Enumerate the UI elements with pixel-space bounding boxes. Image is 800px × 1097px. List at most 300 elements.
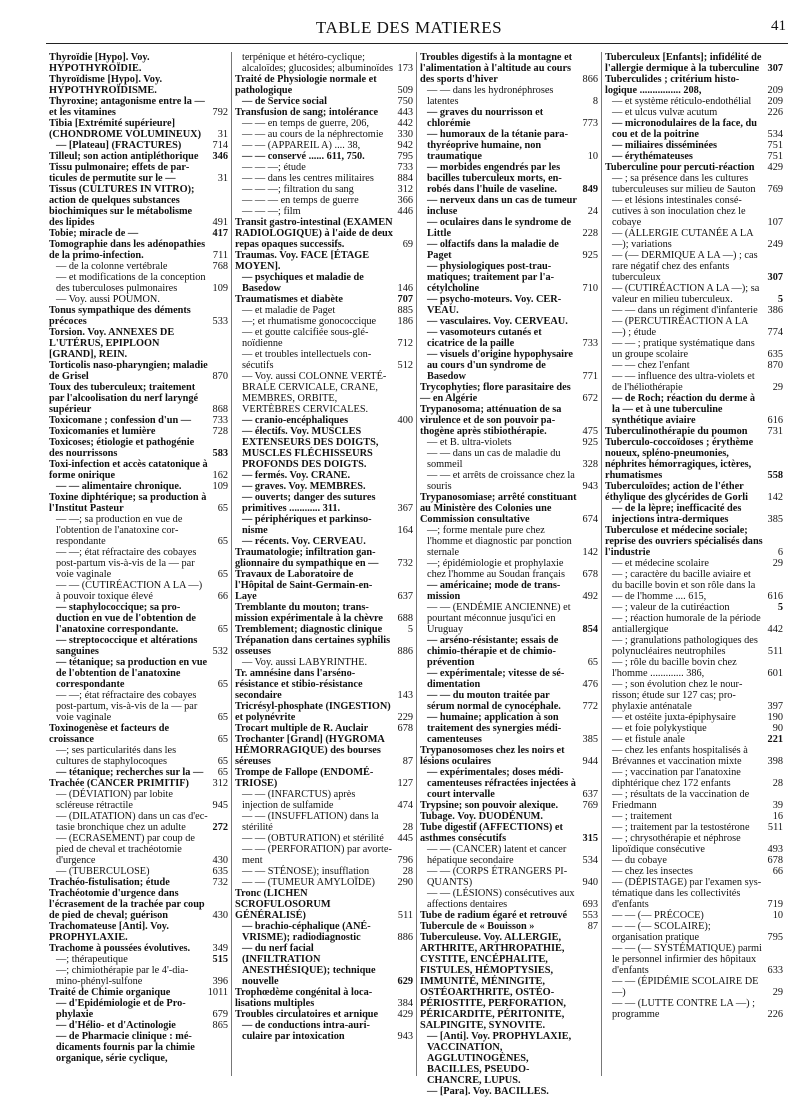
index-entry-page: 533	[212, 316, 228, 327]
index-entry	[420, 712, 598, 745]
index-entry	[235, 987, 413, 1009]
index-entry	[420, 635, 598, 668]
index-entry-text: — — —; filtration du sang	[242, 184, 354, 195]
index-entry-page: 312	[212, 778, 228, 789]
index-entry-text: Traumatologie; infiltration ganglionnaire du sympathique en —	[235, 547, 379, 569]
index-entry-text: — — conservé ...... 611, 750.	[242, 151, 365, 162]
index-entry-page: 164	[397, 525, 413, 536]
index-entry-page: 511	[397, 910, 413, 921]
index-entry	[235, 129, 413, 140]
index-entry-page: 774	[767, 327, 783, 338]
index-entry	[420, 382, 598, 404]
index-entry	[605, 228, 783, 250]
index-entry	[235, 481, 413, 492]
index-entry	[235, 514, 413, 536]
index-entry-text: Troubles circulatoires et arnique	[235, 1009, 379, 1020]
index-entry-text: — — et arrêts de croissance chez la souris	[427, 470, 575, 492]
index-entry-page: 107	[767, 217, 783, 228]
index-entry-page: 728	[212, 426, 228, 437]
index-entry-text: Tricrésyl-phosphate (INGESTION) et polynévrite	[235, 701, 391, 723]
index-entry	[420, 811, 598, 822]
index-column-3	[416, 52, 601, 1097]
index-entry	[49, 778, 228, 789]
index-entry-text: — — —; étude	[242, 162, 306, 173]
index-entry-page: 940	[582, 877, 598, 888]
index-entry	[605, 569, 783, 602]
index-entry-page: 868	[212, 404, 228, 415]
index-entry-text: Traité de Physiologie normale et pathologique	[235, 74, 377, 96]
index-entry-page: 5	[777, 294, 783, 305]
index-entry-page: 693	[582, 899, 598, 910]
index-entry	[49, 789, 228, 811]
index-entry	[605, 437, 783, 481]
index-entry	[605, 151, 783, 162]
index-entry-page: 31	[217, 129, 228, 140]
index-entry-page: 142	[582, 547, 598, 558]
index-entry	[49, 327, 228, 360]
index-entry	[235, 811, 413, 833]
index-entry-page: 733	[582, 338, 598, 349]
index-entry-text: — (TUBERCULOSE)	[56, 866, 150, 877]
index-entry	[49, 492, 228, 514]
index-entry-text: — — STÉNOSE); insufflation	[242, 866, 370, 877]
index-entry	[235, 888, 413, 921]
index-entry	[49, 239, 228, 261]
index-entry	[605, 910, 783, 921]
index-entry-page: 417	[212, 228, 228, 239]
index-entry-text: — et maladie de Paget	[242, 305, 336, 316]
index-entry-text: — — (— SYSTÉMATIQUE) parmi le personnel infirmier des hôpitaux d'enfants	[612, 943, 762, 976]
index-entry	[49, 162, 228, 184]
index-entry	[420, 470, 598, 492]
index-entry	[49, 272, 228, 294]
index-entry-text: — (CUTIRÉACTION A LA —); sa valeur en milieu tuberculeux.	[612, 283, 760, 305]
index-entry-text: — micronodulaires de la face, du cou et de la poitrine	[612, 118, 757, 140]
index-entry-page: 87	[402, 756, 413, 767]
index-entry	[49, 437, 228, 459]
index-entry-text: — (ECRASEMENT) par coup de pied de cheval et trachéotomie d'urgence	[56, 833, 195, 866]
index-entry	[605, 602, 783, 613]
index-entry	[235, 844, 413, 866]
index-entry-text: — — dans un régiment d'infanterie	[612, 305, 758, 316]
index-entry-page: 679	[212, 1009, 228, 1020]
index-entry-text: — graves du nourrisson et chlorémie	[427, 107, 544, 129]
index-entry	[605, 393, 783, 426]
index-entry	[49, 998, 228, 1020]
index-entry-page: 10	[772, 910, 783, 921]
index-entry-text: — fermés. Voy. CRANE.	[242, 470, 351, 481]
index-entry	[235, 327, 413, 349]
index-entry-page: 349	[212, 943, 228, 954]
index-entry-page: 719	[767, 899, 783, 910]
index-entry-page: 430	[212, 910, 228, 921]
index-entry-page: 491	[212, 217, 228, 228]
index-entry-text: — ; valeur de la cutiréaction	[612, 602, 730, 613]
index-entry-page: 711	[212, 250, 228, 261]
index-entry-page: 553	[582, 910, 598, 921]
index-entry-text: — (DÉVIATION) par lobite scléreuse rétractile	[56, 789, 173, 811]
index-entry	[605, 316, 783, 338]
index-entry-page: 367	[397, 503, 413, 514]
index-entry-page: 445	[397, 833, 413, 844]
index-entry-page: 127	[397, 778, 413, 789]
index-entry-page: 616	[767, 415, 783, 426]
index-entry-page: 190	[767, 712, 783, 723]
index-entry	[235, 1009, 413, 1020]
index-entry	[49, 261, 228, 272]
index-entry-text: — expérimentale; vitesse de sédimentation	[427, 668, 565, 690]
index-entry-page: 509	[397, 85, 413, 96]
index-entry-text: — récents. Voy. CERVEAU.	[242, 536, 366, 547]
index-entry-text: — — (LUTTE CONTRE LA —) ; programme	[612, 998, 755, 1020]
index-entry	[605, 657, 783, 679]
index-entry	[49, 1020, 228, 1031]
index-entry-text: Tube de radium égaré et retrouvé	[420, 910, 568, 921]
index-entry-text: — —; état réfractaire des cobayes post-partum vis-à-vis de la — par voie vaginale	[56, 547, 197, 580]
index-entry	[49, 877, 228, 888]
index-entry-page: 558	[767, 470, 783, 481]
index-entry	[49, 888, 228, 921]
index-entry-page: 228	[582, 228, 598, 239]
index-entry-page: 65	[217, 624, 228, 635]
index-entry	[605, 943, 783, 976]
index-entry-page: 512	[397, 360, 413, 371]
index-entry	[235, 206, 413, 217]
index-entry	[235, 349, 413, 371]
index-entry-text: — périphériques et parkinsonisme	[242, 514, 372, 536]
index-entry-text: — du nerf facial (INFILTRATION ANESTHÉSIQUE); technique nouvelle	[242, 943, 376, 987]
index-entry-text: — et modifications de la conception des tuberculoses pulmonaires	[56, 272, 206, 294]
index-entry-text: — de Pharmacie clinique : médicaments fournis par la chimie organique, série cyclique,	[56, 1031, 195, 1064]
index-entry-text: — ; rôle du bacille bovin chez l'homme ............. 386,	[612, 657, 737, 679]
index-entry	[605, 712, 783, 723]
index-entry-text: Tuberculeuse. Voy. ALLERGIE, ARTHRITE, ARTHROPATHIE, CYSTITE, ENCÉPHALITE, FISTULES, HÉMOPTYSIES, IMMUNITÉ, MÉNINGITE, OSTÉOARTHRITE, OSTÉOPÉRIOSTITE, PERFORATION, PÉRICARDITE, PÉRITONITE, SALPINGITE, SYNOVITE.	[420, 932, 566, 1031]
index-entry	[235, 657, 413, 668]
index-entry-page: 925	[582, 437, 598, 448]
index-entry-text: — — (INFARCTUS) après injection de sulfamide	[242, 789, 356, 811]
index-entry-text: — [Para]. Voy. BACILLES.	[427, 1086, 549, 1097]
index-entry-page: 796	[397, 855, 413, 866]
index-column-1	[46, 52, 231, 1076]
index-entry	[235, 1020, 413, 1042]
index-entry	[420, 1086, 598, 1097]
index-entry-page: 678	[582, 569, 598, 580]
index-entry-text: — — —; film	[242, 206, 301, 217]
index-entry-text: — et ostéite juxta-épiphysaire	[612, 712, 736, 723]
index-entry	[605, 96, 783, 107]
index-entry	[235, 415, 413, 426]
index-entry-text: — arséno-résistante; essais de chimio-thérapie et de chimioprévention	[427, 635, 559, 668]
index-entry-text: — staphylococcique; sa production en vue de l'obtention de l'anatoxine correspondante.	[56, 602, 196, 635]
index-entry	[49, 811, 228, 833]
index-entry	[605, 811, 783, 822]
index-entry-page: 272	[212, 822, 228, 833]
index-entry-text: Tuberculine pour percuti-réaction	[605, 162, 755, 173]
index-entry-text: — morbides engendrés par les bacilles tuberculeux morts, enrobés dans l'huile de vaseline.	[427, 162, 562, 195]
index-entry-page: 229	[397, 712, 413, 723]
index-entry-text: — — ; pratique systématique dans un groupe scolaire	[612, 338, 755, 360]
index-entry	[420, 844, 598, 866]
index-entry	[235, 173, 413, 184]
index-entry-page: 476	[582, 679, 598, 690]
index-entry-text: — oculaires dans le syndrome de Little	[427, 217, 572, 239]
index-entry	[420, 822, 598, 844]
index-entry	[49, 921, 228, 943]
index-entry-page: 885	[397, 305, 413, 316]
index-entry	[605, 525, 783, 558]
index-entry	[605, 173, 783, 195]
index-entry-text: — tétanique; recherches sur la —	[56, 767, 204, 778]
index-entry	[235, 833, 413, 844]
index-entry-page: 635	[767, 349, 783, 360]
index-entry-page: 90	[772, 723, 783, 734]
index-entry-text: — cranio-encéphaliques	[242, 415, 349, 426]
index-entry	[605, 140, 783, 151]
index-entry-text: Travaux de Laboratoire de l'Hôpital de Saint-Germain-en-Laye	[235, 569, 373, 602]
index-entry	[420, 492, 598, 525]
index-entry-page: 633	[767, 965, 783, 976]
index-entry	[49, 987, 228, 998]
index-entry-text: — — en temps de guerre, 206,	[242, 118, 369, 129]
index-entry-page: 65	[217, 767, 228, 778]
index-entry-text: — ; réaction humorale de la période antiallergique	[612, 613, 761, 635]
index-entry	[235, 569, 413, 602]
index-entry-page: 492	[582, 591, 598, 602]
index-entry	[49, 767, 228, 778]
index-entry	[235, 151, 413, 162]
index-entry-page: 534	[582, 855, 598, 866]
index-entry-text: — chez les insectes	[612, 866, 693, 877]
index-entry	[49, 954, 228, 965]
index-entry-text: — (— DERMIQUE A LA —) ; cas rare négatif chez des enfants tuberculeux	[612, 250, 758, 283]
index-entry	[235, 184, 413, 195]
index-entry	[420, 85, 598, 107]
index-entry-text: — —; sa production en vue de l'obtention de l'anatoxine correspondante	[56, 514, 183, 547]
index-entry-page: 792	[212, 107, 228, 118]
index-entry-page: 750	[397, 96, 413, 107]
index-entry-text: — électifs. Voy. MUSCLES EXTENSEURS DES DOIGTS, MUSCLES FLÉCHISSEURS PROFONDS DES DOIGTS.	[242, 426, 379, 470]
index-entry-text: — humoraux de la tétanie parathyréoprive humaine, non traumatique	[427, 129, 569, 162]
index-entry-page: 366	[397, 195, 413, 206]
index-entry-text: —; chimiothérapie par le 4'-diamino-phényl-sulfone	[56, 965, 189, 987]
index-entry-text: — miliaires disséminées	[612, 140, 718, 151]
index-entry-page: 714	[212, 140, 228, 151]
index-entry-page: 771	[582, 371, 598, 382]
index-entry-page: 866	[582, 74, 598, 85]
index-entry	[420, 921, 598, 932]
index-entry-page: 39	[772, 800, 783, 811]
index-entry	[49, 151, 228, 162]
index-entry-text: — expérimentales; doses médicamenteuses réfractées injectées à court intervalle	[427, 767, 576, 800]
index-entry	[49, 118, 228, 140]
index-entry-page: 515	[212, 954, 228, 965]
index-entry-page: 29	[772, 382, 783, 393]
index-entry	[605, 162, 783, 173]
index-entry-text: Torticolis naso-pharyngien; maladie de Grisel	[49, 360, 208, 382]
index-entry-text: — ; vaccination par l'anatoxine diphtérique chez 172 enfants	[612, 767, 741, 789]
index-entry	[235, 217, 413, 250]
index-entry-page: 635	[212, 866, 228, 877]
index-entry	[49, 657, 228, 690]
index-entry-text: Tubercule de « Bouisson »	[420, 921, 535, 932]
index-entry	[235, 701, 413, 723]
index-entry	[49, 382, 228, 415]
index-entry-page: 688	[397, 613, 413, 624]
index-entry-page: 65	[217, 569, 228, 580]
index-entry-text: — américaine; mode de transmission	[427, 580, 561, 602]
index-entry-page: 945	[212, 800, 228, 811]
index-entry-text: — ; sa présence dans les cultures tuberculeuses sur milieu de Sauton	[612, 173, 756, 195]
index-entry-text: — ; son évolution chez le nourrisson; étude sur 127 cas; prophylaxie anténatale	[612, 679, 743, 712]
index-entry-page: 5	[407, 624, 413, 635]
index-entry-page: 943	[582, 481, 598, 492]
index-entry-page: 430	[212, 855, 228, 866]
index-entry-page: 534	[767, 129, 783, 140]
index-entry-text: Toux des tuberculeux; traitement par l'alcoolisation du nerf laryngé supérieur	[49, 382, 199, 415]
index-entry	[420, 349, 598, 382]
index-entry	[420, 888, 598, 910]
index-entry-text: Tremblement; diagnostic clinique	[235, 624, 383, 635]
index-entry	[235, 877, 413, 888]
index-entry	[605, 635, 783, 657]
index-entry-text: — — dans un cas de maladie du sommeil	[427, 448, 561, 470]
index-entry-text: Transfusion de sang; intolérance	[235, 107, 379, 118]
index-entry	[235, 767, 413, 789]
index-entry-page: 678	[767, 855, 783, 866]
index-entry-page: 69	[402, 239, 413, 250]
index-entry-page: 10	[587, 151, 598, 162]
index-entry	[235, 943, 413, 987]
index-entry	[420, 580, 598, 602]
index-entry	[420, 327, 598, 349]
index-entry-page: 397	[767, 701, 783, 712]
index-entry-page: 346	[212, 151, 228, 162]
index-entry	[605, 723, 783, 734]
index-entry-text: Trachéo-fistulisation; étude	[49, 877, 170, 888]
index-entry	[605, 118, 783, 140]
index-entry	[420, 52, 598, 85]
index-entry-text: Traité de Chimie organique	[49, 987, 171, 998]
index-entry-text: Trycophyties; flore parasitaire des — en Algérie	[420, 382, 571, 404]
index-entry-text: — de la colonne vertébrale	[56, 261, 168, 272]
index-entry-text: Trachéotomie d'urgence dans l'écrasement de la trachée par coup de pied de cheval; guérison	[49, 888, 205, 921]
index-entry-text: — — (ÉPIDÉMIE SCOLAIRE DE —)	[612, 976, 759, 998]
index-entry	[235, 140, 413, 151]
index-entry-text: — ; granulations pathologiques des polynucléaires neutrophiles	[612, 635, 758, 657]
index-entry	[605, 866, 783, 877]
index-entry-text: — Voy. aussi LABYRINTHE.	[242, 657, 368, 668]
index-entry-text: — ; traitement	[612, 811, 673, 822]
index-entry	[605, 822, 783, 833]
index-entry-page: 386	[767, 305, 783, 316]
index-entry	[235, 305, 413, 316]
index-entry-page: 65	[217, 756, 228, 767]
index-column-4	[601, 52, 786, 1076]
index-entry-page: 221	[767, 734, 783, 745]
index-entry-page: 672	[582, 393, 598, 404]
index-entry-page: 733	[397, 162, 413, 173]
index-entry	[420, 602, 598, 635]
index-entry-page: 209	[767, 85, 783, 96]
index-entry-text: — physiologiques post-traumatiques; traitement par l'acétylcholine	[427, 261, 555, 294]
index-entry-text: — d'Hélio- et d'Actinologie	[56, 1020, 176, 1031]
index-entry-page: 429	[397, 1009, 413, 1020]
index-entry-page: 315	[582, 833, 598, 844]
index-entry-page: 396	[212, 976, 228, 987]
index-entry	[605, 921, 783, 943]
index-entry-page: 474	[397, 800, 413, 811]
index-entry	[605, 679, 783, 712]
index-entry-text: Toxicomanies et lumière	[49, 426, 156, 437]
index-entry-text: — — (CUTIRÉACTION A LA —) à pouvoir toxique élevé	[56, 580, 203, 602]
index-entry-page: 442	[767, 624, 783, 635]
index-entry-text: — psychiques et maladie de Basedow	[242, 272, 364, 294]
index-entry-page: 87	[587, 921, 598, 932]
index-entry	[420, 668, 598, 690]
index-entry-text: Tuberculo-coccoïdoses ; érythème noueux, spléno-pneumonies, néphrites hémorragiques, ictères, rhumatismes	[605, 437, 754, 481]
index-entry-text: — — (CORPS ÉTRANGERS PIQUANTS)	[427, 866, 568, 888]
index-entry	[235, 866, 413, 877]
index-entry-text: — [Anti]. Voy. PROPHYLAXIE, VACCINATION, AGGLUTINOGÈNES, BACILLES, PSEUDO-CHANCRE, LUPUS.	[427, 1031, 572, 1086]
index-entry-page: 31	[217, 173, 228, 184]
index-entry	[235, 316, 413, 327]
index-entry-text: Torsion. Voy. ANNEXES DE L'UTÉRUS, EPIPLOON [GRAND], REIN.	[49, 327, 175, 360]
index-entry-text: Trompe de Fallope (ENDOMÉTRIOSE)	[235, 767, 374, 789]
index-column-2	[231, 52, 416, 1076]
index-entry-text: — (ALLERGIE CUTANÉE A LA —); variations	[612, 228, 754, 250]
index-entry-text: Tuberculoïdes; action de l'éther éthylique des glycérides de Gorli	[605, 481, 749, 503]
index-entry	[420, 448, 598, 470]
index-entry-page: 849	[582, 184, 598, 195]
index-entry-text: Tilleul; son action antipléthorique	[49, 151, 199, 162]
index-entry-text: Tobie; miracle de —	[49, 228, 139, 239]
index-entry-text: Toxicoses; étiologie et pathogénie des nourrissons	[49, 437, 195, 459]
index-entry	[235, 921, 413, 943]
index-entry-text: — de conductions intra-auriculaire par intoxication	[242, 1020, 370, 1042]
index-entry-page: 674	[582, 514, 598, 525]
index-entry	[605, 305, 783, 316]
index-entry-text: Tronc (LICHEN SCROFULOSORUM GÉNÉRALISÉ)	[235, 888, 331, 921]
index-entry-page: 142	[767, 492, 783, 503]
index-entry-text: terpénique et hétéro-cyclique; alcaloïdes; glucosides; albuminoïdes	[242, 52, 393, 74]
index-entry-text: — — dans les hydronéphroses latentes	[427, 85, 554, 107]
index-entry-text: — Voy. aussi COLONNE VERTÉBRALE CERVICALE, CRANE, MEMBRES, ORBITE, VERTÈBRES CERVICALES.	[242, 371, 387, 415]
index-entry	[420, 404, 598, 437]
index-entry	[605, 481, 783, 503]
index-entry-text: Tremblante du mouton; transmission expérimentale à la chèvre	[235, 602, 383, 624]
index-entry-page: 330	[397, 129, 413, 140]
index-entry-page: 66	[772, 866, 783, 877]
index-entry	[235, 668, 413, 701]
index-entry	[235, 536, 413, 547]
index-entry-page: 400	[397, 415, 413, 426]
index-entry-page: 5	[777, 602, 783, 613]
index-entry	[605, 998, 783, 1020]
index-entry	[420, 437, 598, 448]
index-entry-page: 249	[767, 239, 783, 250]
index-entry-text: — — (TUMEUR AMYLOÏDE)	[242, 877, 375, 888]
index-entry-text: — —; état réfractaire des cobayes post-partum, vis-à-vis de la — par voie vaginale	[56, 690, 198, 723]
index-entry-text: — — (— SCOLAIRE); organisation pratique	[612, 921, 711, 943]
index-entry-page: 511	[767, 646, 783, 657]
index-entry-page: 870	[767, 360, 783, 371]
header-rule	[46, 43, 788, 44]
index-entry-text: — — (LÉSIONS) consécutives aux affections dentaires	[427, 888, 575, 910]
index-entry-page: 637	[397, 591, 413, 602]
index-entry-page: 385	[582, 734, 598, 745]
index-entry-page: 884	[397, 173, 413, 184]
index-entry-text: Thyroxine; antagonisme entre la — et les vitamines	[49, 96, 205, 118]
